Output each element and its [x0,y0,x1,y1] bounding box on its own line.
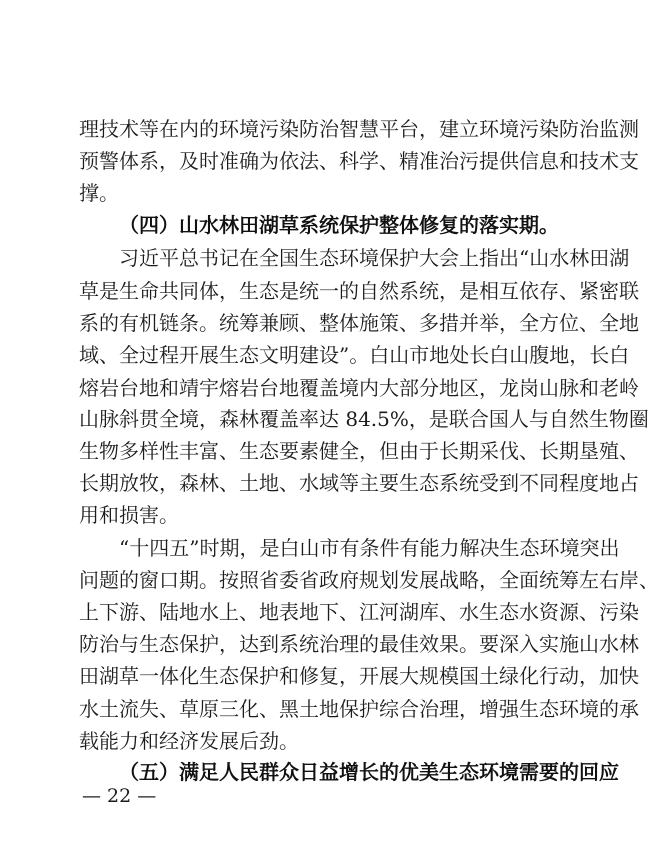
text-line-1: 理技术等在内的环境污染防治智慧平台，建立环境污染防治监测 [79,117,639,141]
text-line-9: 熔岩台地和靖宇熔岩台地覆盖境内大部分地区，龙岗山脉和老岭 [79,376,639,400]
text-line-20: 载能力和经济发展后劲。 [79,729,299,753]
section-heading-4: （四）山水林田湖草系统保护整体修复的落实期。 [119,213,559,237]
text-line-11: 生物多样性丰富、生态要素健全，但由于长期采伐、长期垦殖、 [79,439,639,463]
text-line-7: 系的有机链条。统筹兼顾、整体施策、多措并举，全方位、全地 [79,311,639,335]
text-line-16: 上下游、陆地水上、地表地下、江河湖库、水生态水资源、污染 [79,600,639,624]
text-line-6: 草是生命共同体，生态是统一的自然系统，是相互依存、紧密联 [79,279,639,303]
text-line-5: 习近平总书记在全国生态环境保护大会上指出“山水林田湖 [119,246,630,270]
text-line-15: 问题的窗口期。按照省委省政府规划发展战略，全面统筹左右岸、 [79,568,659,592]
text-line-14: “十四五”时期，是白山市有条件有能力解决生态环境突出 [119,536,620,560]
text-line-18: 田湖草一体化生态保护和修复，开展大规模国土绿化行动，加快 [79,664,639,688]
text-line-12: 长期放牧，森林、土地、水域等主要生态系统受到不同程度地占 [79,471,639,495]
text-line-3: 撑。 [79,181,119,205]
text-line-17: 防治与生态保护，达到系统治理的最佳效果。要深入实施山水林 [79,632,639,656]
section-heading-5: （五）满足人民群众日益增长的优美生态环境需要的回应 [119,760,619,784]
text-line-19: 水土流失、草原三化、黑土地保护综合治理，增强生态环境的承 [79,697,639,721]
text-line-13: 用和损害。 [79,503,179,527]
text-line-10: 山脉斜贯全境，森林覆盖率达 84.5%，是联合国人与自然生物圈 [79,407,649,431]
page-number: — 22 — [82,785,157,807]
text-line-2: 预警体系，及时准确为依法、科学、精准治污提供信息和技术支 [79,149,639,173]
text-line-8: 域、全过程开展生态文明建设”。白山市地处长白山腹地，长白 [79,343,630,367]
